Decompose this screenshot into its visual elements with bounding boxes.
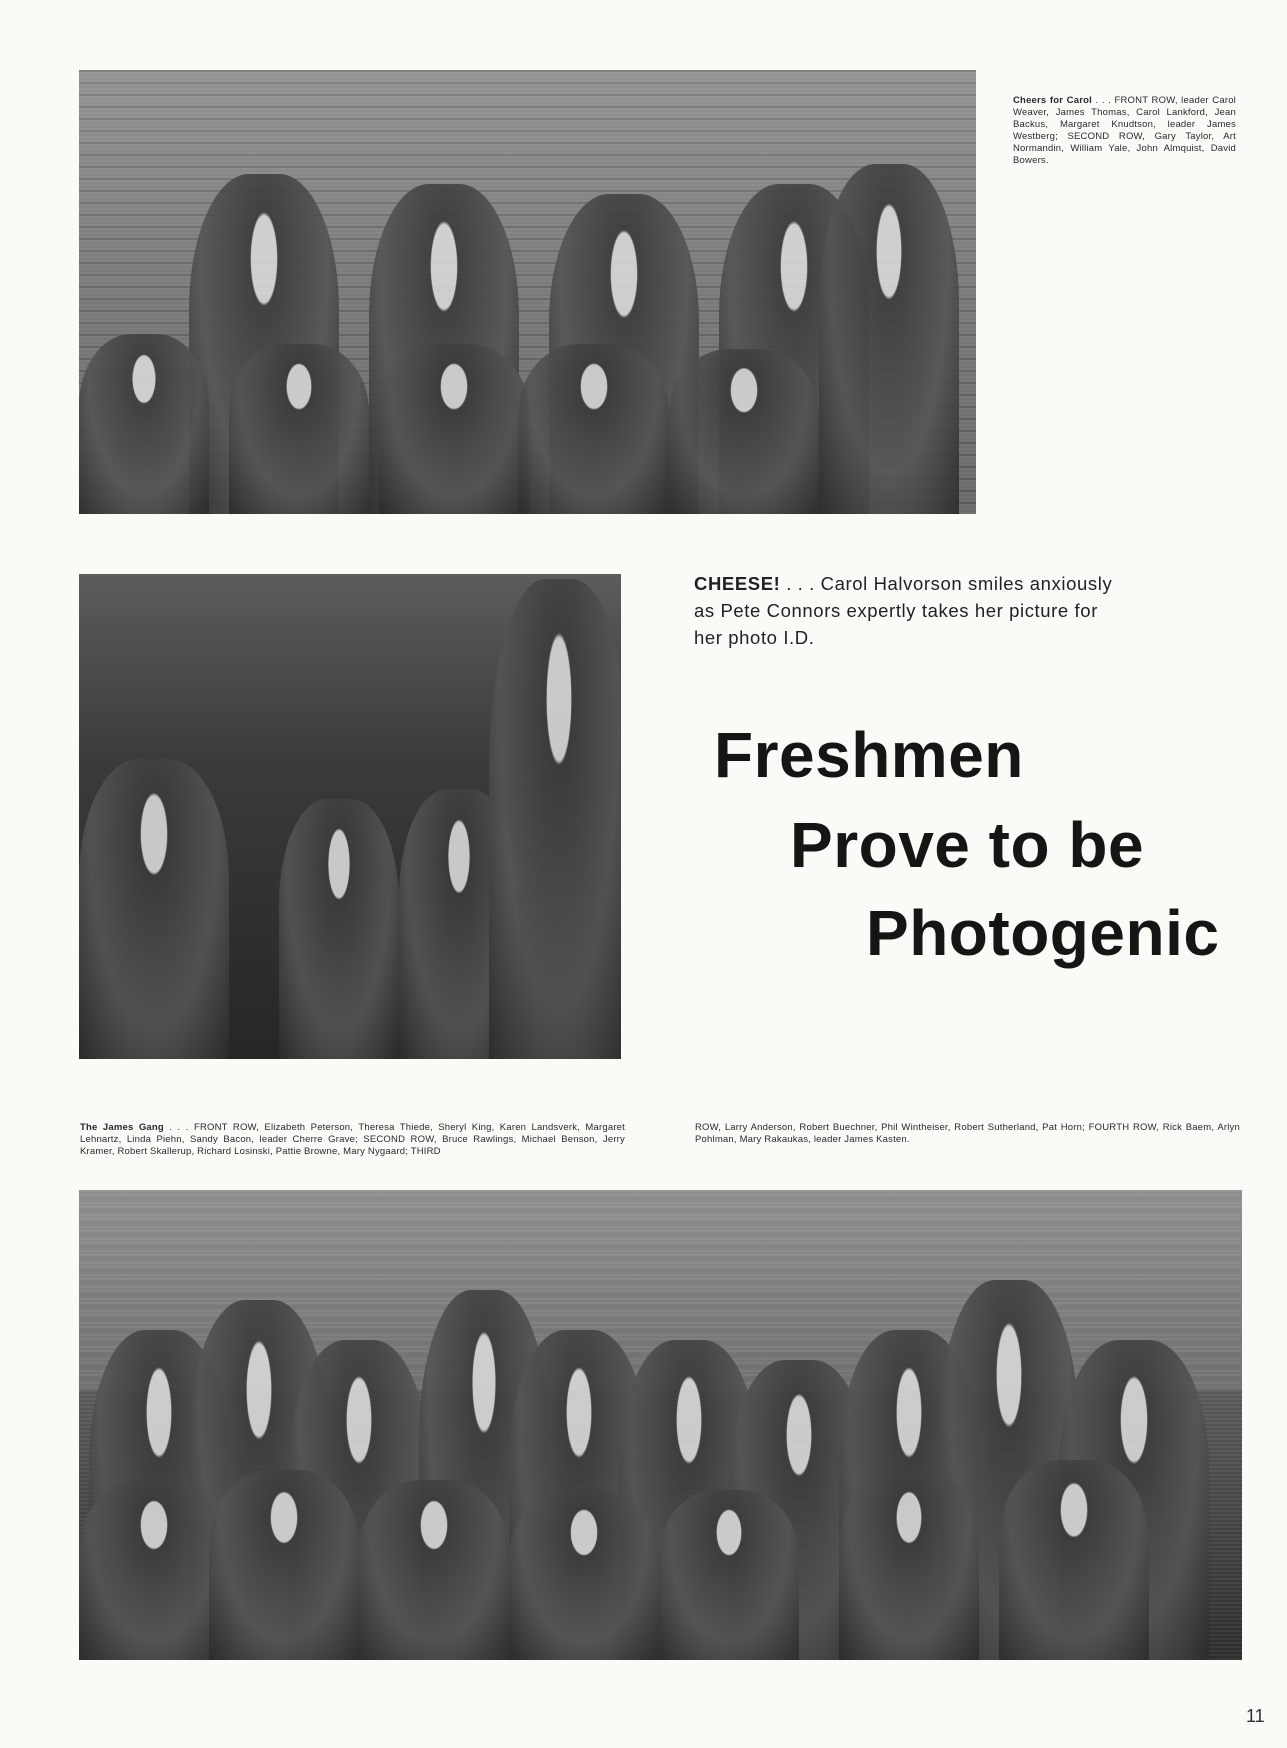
cheese-caption-lead: CHEESE! — [694, 573, 781, 594]
headline-line-3: Photogenic — [866, 897, 1220, 969]
cheers-caption-lead: Cheers for Carol — [1013, 95, 1092, 106]
cheese-photo — [79, 574, 621, 1059]
cheers-caption-text: . . . FRONT ROW, leader Carol Weaver, James Thomas, Carol Lankford, Jean Backus, Margaret Knudtson, leader James Westberg; SECOND ROW, Gary Taylor, Art Normandin, William Yale, John Almquist, David Bowers. — [1013, 95, 1236, 166]
james-gang-caption-lead: The James Gang — [80, 1122, 164, 1133]
james-gang-caption-left — [80, 1122, 625, 1158]
headline-line-1: Freshmen — [714, 719, 1024, 791]
james-gang-caption-text-left: . . . FRONT ROW, Elizabeth Peterson, Theresa Thiede, Sheryl King, Karen Landsverk, Margaret Lehnartz, Linda Piehn, Sandy Bacon, leader Cherre Grave; SECOND ROW, Bruce Rawlings, Michael Benson, Jerry Kramer, Robert Skallerup, Richard Losinski, Pattie Browne, Mary Nygaard; THIRD — [80, 1122, 626, 1157]
page-number: 11 — [1246, 1706, 1265, 1726]
cheese-caption — [694, 570, 1114, 651]
james-gang-photo — [79, 1190, 1242, 1660]
cheese-caption-text: . . . Carol Halvorson smiles anxiously as Pete Connors expertly takes her picture for her photo I.D. — [694, 573, 1113, 648]
james-gang-caption-right: ROW, Larry Anderson, Robert Buechner, Phil Wintheiser, Robert Sutherland, Pat Horn; FOURTH ROW, Rick Baem, Arlyn Pohlman, Mary Rakaukas, leader James Kasten. — [695, 1122, 1240, 1145]
headline-line-2: Prove to be — [790, 809, 1145, 881]
cheers-caption — [1013, 95, 1236, 167]
cheers-for-carol-photo — [79, 70, 976, 514]
